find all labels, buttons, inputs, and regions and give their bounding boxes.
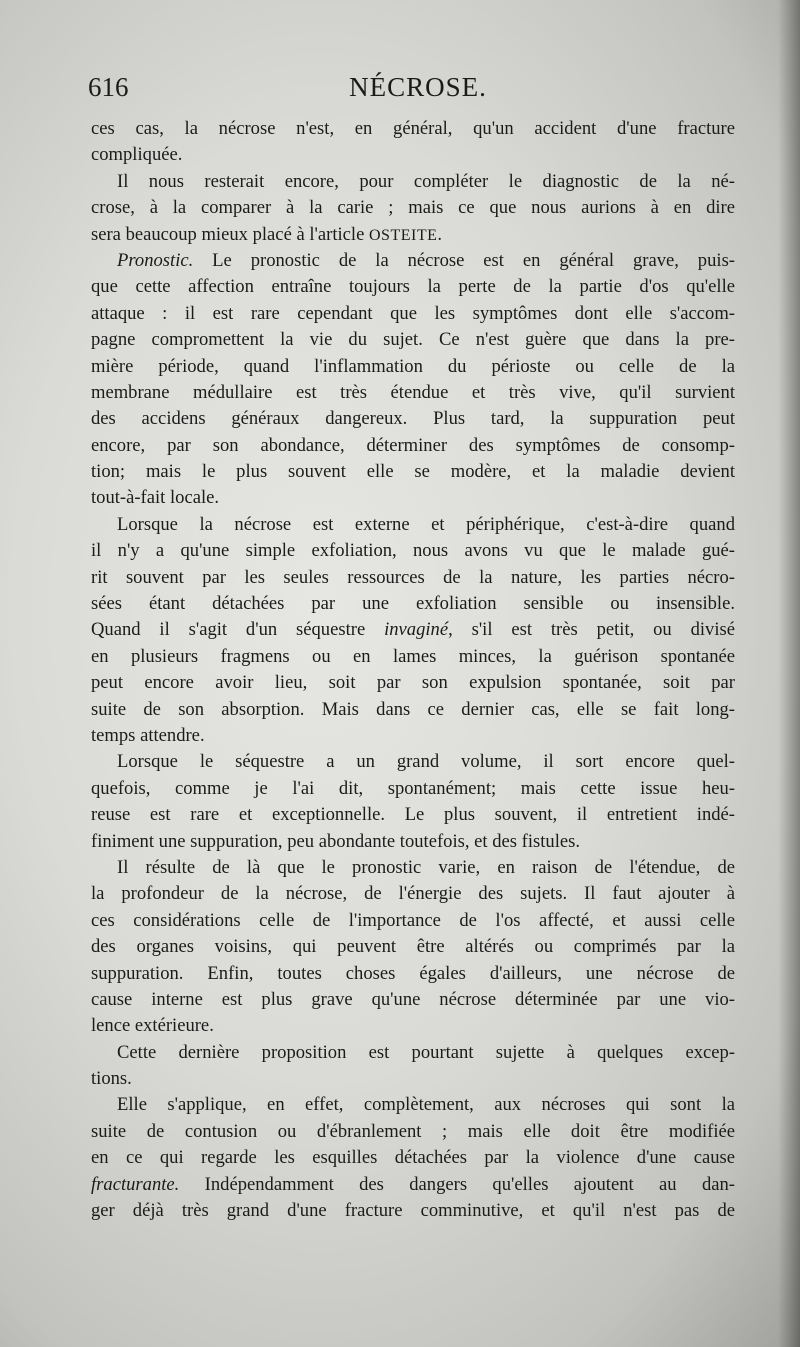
text-line <box>91 644 735 670</box>
line-text: sera beaucoup mieux placé à l'article <box>91 223 369 245</box>
line-text: Il résulte de là que le pronostic varie, en raison de l'étendue, de <box>117 856 735 878</box>
line-text: quefois, comme je l'ai dit, spontanément; mais cette issue heu- <box>91 777 735 799</box>
text-line <box>91 697 735 723</box>
text-line <box>91 749 735 775</box>
line-text: Quand il s'agit d'un séquestre <box>91 619 385 641</box>
italic-text: Pronostic. <box>117 249 194 271</box>
text-line <box>91 1040 735 1066</box>
line-text: encore, par son abondance, déterminer des symptômes de consomp- <box>91 434 735 456</box>
text-line <box>91 881 735 907</box>
line-text: suite de contusion ou d'ébranlement ; mais elle doit être modifiée <box>91 1120 735 1142</box>
line-text: la profondeur de la nécrose, de l'énergie des sujets. Il faut ajouter à <box>91 883 735 905</box>
line-text: en ce qui regarde les esquilles détachées par la violence d'une cause <box>91 1147 735 1169</box>
line-text: ces considérations celle de l'importance de l'os affecté, et aussi celle <box>91 909 735 931</box>
text-line <box>91 274 735 300</box>
italic-text: invaginé <box>384 619 449 641</box>
text-line <box>91 538 735 564</box>
line-text: que cette affection entraîne toujours la perte de la partie d'os qu'elle <box>91 276 735 298</box>
text-line <box>91 406 735 432</box>
page-number: 616 <box>88 72 129 102</box>
text-line <box>91 1172 735 1198</box>
text-line <box>91 433 735 459</box>
line-text: cause interne est plus grave qu'une nécrose déterminée par une vio- <box>91 988 735 1010</box>
line-text: finiment une suppuration, peu abondante toutefois, et des fistules. <box>91 830 581 852</box>
line-text: crose, à la comparer à la carie ; mais ce que nous aurions à en dire <box>91 197 735 219</box>
text-line <box>91 1198 735 1224</box>
text-line <box>91 248 735 274</box>
line-text: des organes voisins, qui peuvent être altérés ou comprimés par la <box>91 936 735 958</box>
line-text: Indépendamment des dangers qu'elles ajoutent au dan- <box>179 1173 735 1195</box>
line-text: Il nous resterait encore, pour compléter le diagnostic de la né- <box>117 170 735 192</box>
cross-reference: OSTEITE <box>368 226 438 244</box>
text-line <box>91 1013 735 1039</box>
line-text: reuse est rare et exceptionnelle. Le plus souvent, il entretient indé- <box>91 804 735 826</box>
text-line <box>91 327 735 353</box>
line-text: rit souvent par les seules ressources de la nature, les parties nécro- <box>91 566 735 588</box>
text-line <box>91 723 735 749</box>
text-line <box>91 301 735 327</box>
line-text: pagne compromettent la vie du sujet. Ce n'est guère que dans la pre- <box>91 329 735 351</box>
text-line <box>91 485 735 511</box>
text-line <box>91 591 735 617</box>
line-text: mière période, quand l'inflammation du périoste ou celle de la <box>91 355 735 377</box>
line-text: tion; mais le plus souvent elle se modère, et la maladie devient <box>91 461 735 483</box>
line-text: suppuration. Enfin, toutes choses égales d'ailleurs, une nécrose de <box>91 962 735 984</box>
body-text <box>91 116 735 1224</box>
line-text: des accidens généraux dangereux. Plus tard, la suppuration peut <box>91 408 735 430</box>
line-text: sées étant détachées par une exfoliation sensible ou insensible. <box>91 593 735 615</box>
line-text: en plusieurs fragmens ou en lames minces, la guérison spontanée <box>91 645 735 667</box>
line-text: attaque : il est rare cependant que les symptômes dont elle s'accom- <box>91 302 735 324</box>
text-line <box>91 380 735 406</box>
line-text: Lorsque le séquestre a un grand volume, il sort encore quel- <box>117 751 735 773</box>
text-line <box>91 776 735 802</box>
text-line <box>91 1145 735 1171</box>
line-text: , s'il est très petit, ou divisé <box>448 619 735 641</box>
text-line <box>91 670 735 696</box>
text-line <box>91 565 735 591</box>
text-line <box>91 987 735 1013</box>
line-text: tions. <box>91 1068 132 1090</box>
line-text: tout-à-fait locale. <box>91 487 220 509</box>
text-line <box>91 829 735 855</box>
text-line <box>91 855 735 881</box>
line-text: compliquée. <box>91 144 183 166</box>
text-line <box>91 1092 735 1118</box>
text-line <box>91 1119 735 1145</box>
line-text: Elle s'applique, en effet, complètement, aux nécroses qui sont la <box>117 1094 735 1116</box>
line-text: Lorsque la nécrose est externe et périphérique, c'est-à-dire quand <box>117 513 735 535</box>
text-line <box>91 169 735 195</box>
line-text: suite de son absorption. Mais dans ce dernier cas, elle se fait long- <box>91 698 735 720</box>
text-line <box>91 459 735 485</box>
text-line <box>91 1066 735 1092</box>
line-text: ger déjà très grand d'une fracture comminutive, et qu'il n'est pas de <box>91 1200 735 1222</box>
line-text: temps attendre. <box>91 724 205 746</box>
line-text: Cette dernière proposition est pourtant sujette à quelques excep- <box>117 1041 735 1063</box>
line-text: peut encore avoir lieu, soit par son expulsion spontanée, soit par <box>91 672 735 694</box>
text-line <box>91 908 735 934</box>
text-line <box>91 512 735 538</box>
running-title: NÉCROSE. <box>349 72 487 102</box>
line-text: membrane médullaire est très étendue et très vive, qu'il survient <box>91 381 735 403</box>
line-text: il n'y a qu'une simple exfoliation, nous avons vu que le malade gué- <box>91 540 735 562</box>
text-line <box>91 116 735 142</box>
text-line <box>91 617 735 643</box>
line-text: Le pronostic de la nécrose est en général grave, puis- <box>193 249 735 271</box>
text-line <box>91 802 735 828</box>
page-header <box>88 70 728 110</box>
text-line <box>91 222 735 248</box>
line-text: ces cas, la nécrose n'est, en général, qu'un accident d'une fracture <box>91 118 735 139</box>
text-line <box>91 961 735 987</box>
line-text: . <box>437 223 443 245</box>
page-gutter-shadow <box>778 0 800 1347</box>
text-line <box>91 354 735 380</box>
italic-text: fracturante. <box>91 1173 180 1195</box>
text-line <box>91 142 735 168</box>
text-line <box>91 195 735 221</box>
text-line <box>91 934 735 960</box>
line-text: lence extérieure. <box>91 1015 214 1037</box>
